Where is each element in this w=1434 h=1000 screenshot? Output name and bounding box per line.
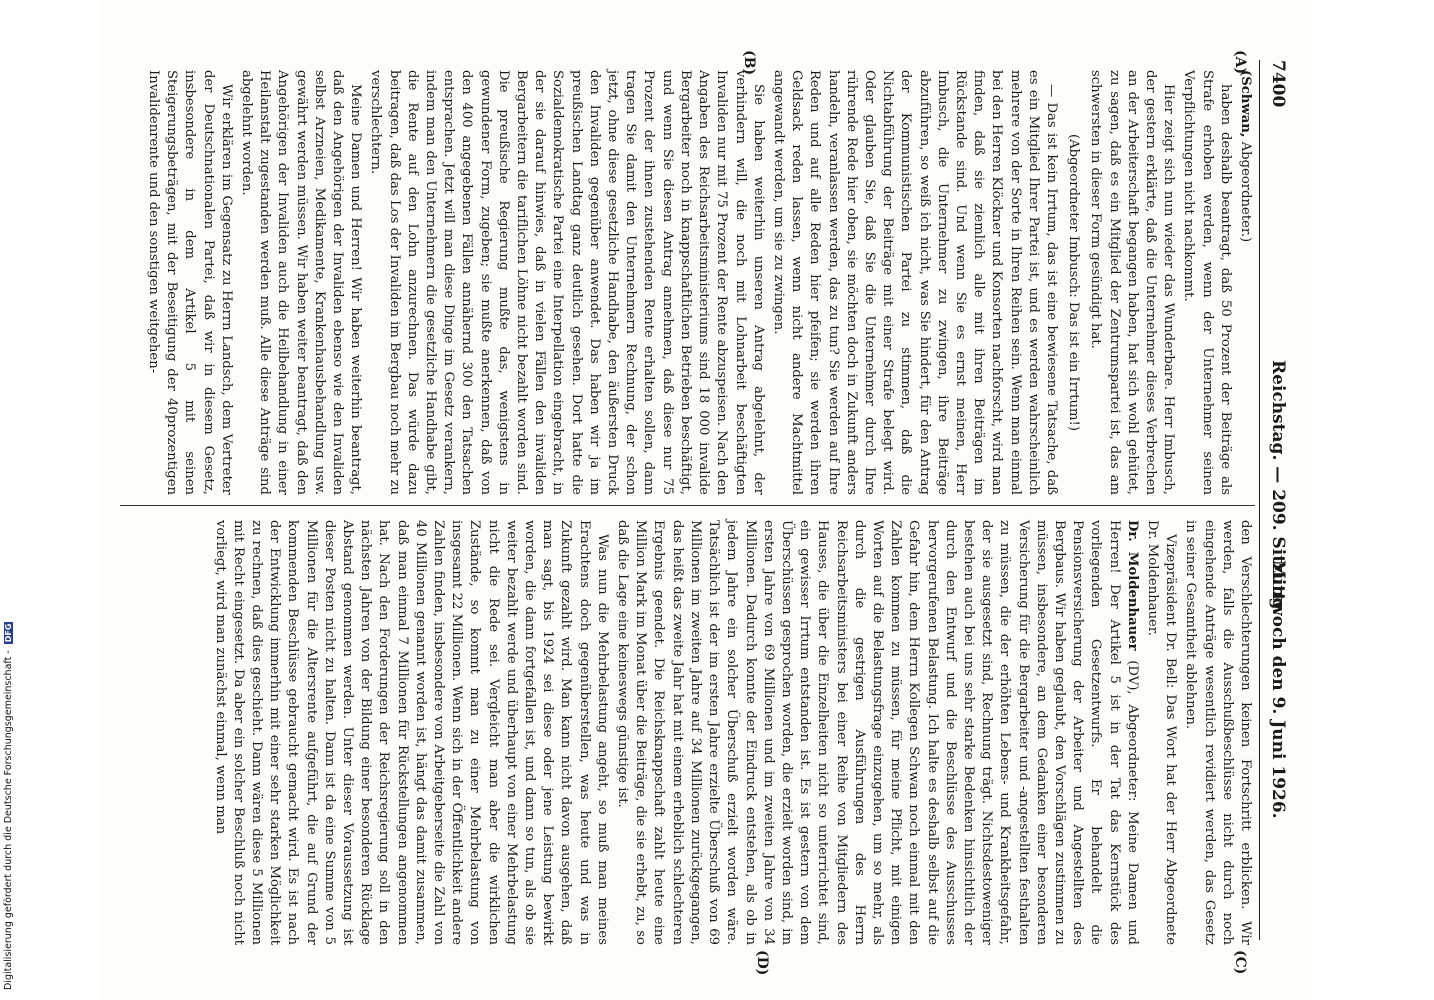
- speaker-name: (Schwan,: [1238, 70, 1253, 138]
- digitization-credit: [3, 622, 14, 990]
- speaker-text: Abgeordneter.): [1238, 137, 1253, 243]
- session-title: Reichstag. — 209. Sitzung.: [1268, 360, 1288, 616]
- paragraph: Hier zeigt sich nun wieder das Wunderbare. Herr Imbusch, der gestern erklärte, daß die Unternehmer dieses Verbrechen an der Arbeiterschaft begangen haben, hat sich wohl gehütet, zu sagen, daß es ein Mitglied der Zentrumspartei ist, das am schwersten in dieser Form gesündigt hat.: [1088, 70, 1177, 495]
- speaker-text: (DV), Abgeordneter: Meine Damen und Herren! Der Artikel 5 ist in der Tat das Kernstück des vorliegenden Gesetzentwurfs. Er behandelt die Pensionsversicherung der Arbeiter und Angestellten des Bergbaus. Wir haben geglaubt, den Vorschlägen zustimmen zu müssen, insbesondere, an dem Gedanken einer besonderen Versicherung für die Bergarbeiter und -angestellten festhalten zu müssen, die der erhöhten Lebens- und Krankheitsgefahr, der sie ausgesetzt sind, Rechnung trägt. Nichtsdestoweniger bestehen auch bei uns sehr starke Bedenken hinsichtlich der durch den Entwurf und die Beschlüsse des Ausschusses hervorgerufenen Belastung. Ich halte es deshalb selbst auf die Gefahr hin, dem Herrn Kollegen Schwan noch einmal mit den Zahlen kommen zu müssen, für meine Pflicht, mit einigen Worten auf die Belastungsfrage einzugehen, um so mehr, als durch die gestrigen Ausführungen des Herrn Reichsarbeitsministers bei einer Reihe von Mitgliedern des Hauses, die über die Einzelheiten nicht so unterrichtet sind, ein gewisser Irrtum entstanden ist. Es ist gestern von dem Überschüssen gesprochen worden, die erzielt worden sind, im ersten Jahre von 69 Millionen und im zweiten Jahre von 34 Millionen. Dadurch konnte der Eindruck entstehen, als ob in jedem Jahre ein solcher Überschuß erzielt worden wäre. Tatsächlich ist der im ersten Jahre erzielte Überschuß von 69 Millionen im zweiten Jahre auf 34 Millionen zurückgegangen, das heißt das zweite Jahr hat mit einem erheblich schlechteren Ergebnis geendet. Die Reichsknappschaft zahlt heute eine Million Mark im Monat über die Beiträge, die sie erhebt, zu, so daß die Lage eine keineswegs günstige ist.: [615, 520, 1140, 945]
- header-rule: [1259, 60, 1260, 940]
- margin-mark-b: (B): [741, 50, 757, 76]
- scanned-page: [100, 0, 1310, 1000]
- page-header: [1264, 60, 1292, 930]
- digitization-credit-strip: [0, 0, 16, 1000]
- paragraph: Sie haben weiterhin unseren Antrag abgelehnt, der verhindern will, die noch mit Lohnarbeit beschäftigten Invaliden nur mit 75 Prozent der Rente abzuspeisen. Nach den Angaben des Reichsarbeitsministeriums sind 18 000 invalide Bergarbeiter noch in knappschaftlichen Betrieben beschäftigt, und wenn Sie diesen Antrag annehmen, daß diese nur 75 Prozent der ihnen zustehenden Rente erhalten sollen, dann tragen Sie damit den Unternehmern Rechnung, der schon jetzt, ohne diese gesetzliche Handhabe, den äußersten Druck den Invaliden gegenüber anwendet. Das haben wir ja im preußischen Landtag ganz deutlich gesehen. Dort hatte die Sozialdemokratische Partei eine Interpellation eingebracht, in der sie darauf hinwies, daß in vielen Fällen den invaliden Bergarbeitern die tariflichen Löhne nicht bezahlt worden sind. Die preußische Regierung mußte das, wenigstens in gewundener Form, zugeben; sie mußte anerkennen, daß von den 400 angegebenen Fällen annähernd 300 den Tatsachen entsprachen. Jetzt will man diese Dinge im Gesetz verankern, indem man den Unternehmern die gesetzliche Handhabe gibt, die Rente auf den Lohn anzurechnen. Das würde dazu beitragen, daß das Los der Invaliden im Bergbau noch mehr zu verschlechtern.: [368, 70, 766, 495]
- left-column: [142, 70, 1254, 495]
- margin-mark-d: (D): [754, 950, 770, 976]
- paragraph: den Verschlechterungen keinen Fortschritt erblicken. Wir werden, falls die Ausschußbeschlüsse nicht durch noch eingehende Anträge wesentlich revidiert werden, das Gesetz in seiner Gesamtheit ablehnen.: [1183, 520, 1253, 945]
- paragraph: — Das ist kein Irrtum, das ist eine bewiesene Tatsache, daß es ein Mitglied Ihrer Partei ist, und es werden wahrscheinlich mehrere von der Sorte in Ihren Reihen sein. Wenn man einmal bei den Herren Klöckner und Konsorten nachforscht, wird man finden, daß sie ziemlich alle mit ihren Beiträgen im Rückstande sind. Und wenn Sie es ernst meinen, Herr Imbusch, die Unternehmer zu zwingen, ihre Beiträge abzuführen, so weiß ich nicht, was Sie hindert, für den Antrag der Kommunistischen Partei zu stimmen, daß die Nichtabführung der Beiträge mit einer Strafe belegt wird. Oder glauben Sie, daß Sie die Unternehmer durch Ihre rührende Rede hier oben, sie möchten doch in Zukunft anders handeln, veranlassen werden, das zu tun? Sie werden auf Ihre Reden und auf alle Reden hier pfeifen; sie werden ihren Geldsack reden lassen, wenn nicht andere Machtmittel angewandt werden, um sie zu zwingen.: [770, 70, 1059, 495]
- right-column: [208, 520, 1254, 945]
- speaker-paragraph: [1236, 70, 1254, 495]
- paragraph: Was nun die Mehrbelastung angeht, so muß man meines Erachtens doch gegenüberstellen, was heute und was in Zukunft gezahlt wird. Man kann nicht davon ausgehen, daß man sagt, bis 1924 sei diese oder jene Leistung bewirkt worden, die dann fortgefallen ist, und dann so tun, als ob sie weiter bezahlt werde und überhaupt von einer Mehrbelastung nicht die Rede sei. Vergleicht man aber die wirklichen Zustände, so kommt man zu einer Mehrbelastung von insgesamt 22 Millionen. Wenn sich in der Öffentlichkeit andere Zahlen finden, insbesondere von Arbeitgeberseite die Zahl von 40 Millionen genannt worden ist, hängt das damit zusammen, daß man einmal 7 Millionen für Rückstellungen angenommen hat. Nach den Forderungen der Reichsregierung soll in den nächsten Jahren von der Bildung einer besonderen Rücklage Abstand genommen werden. Unter dieser Voraussetzung ist dieser Posten nicht zu halten. Dann ist da eine Summe von 5 Millionen für die Altersrente aufgeführt, die auf Grund der kommenden Beschlüsse gebraucht gemacht wird. Es ist nach der Entwicklung immerhin mit einer sehr starken Möglichkeit zu rechnen, daß dies geschieht. Dann wären diese 5 Millionen mit Recht eingesetzt. Da aber ein solcher Beschluß noch nicht vorliegt, wird man zunächst einmal, wenn man: [212, 520, 610, 945]
- paragraph: Vizepräsident Dr. Bell: Das Wort hat der Herr Abgeordnete Dr. Moldenhauer.: [1144, 520, 1179, 945]
- margin-mark-c: (C): [1232, 950, 1248, 975]
- speaker-paragraph: [613, 520, 1141, 945]
- paragraph: Meine Damen und Herren! Wir haben weiterhin beantragt, daß den Angehörigen der Invaliden ebenso wie den Invaliden selbst Arzneien, Medikamente, Krankenhausbehandlung usw. gewährt werden müssen. Wir haben weiter beantragt, daß den Angehörigen der Invaliden auch die Heilbehandlung in einer Heilanstalt zugestanden werden muß. Alle diese Anträge sind abgelehnt worden.: [239, 70, 364, 495]
- page-number: 7400: [1268, 60, 1288, 108]
- rotated-page-container: [100, 0, 1310, 1000]
- credit-text: Digitalisierung gefördert durch die Deutsche Forschungsgemeinschaft -: [3, 650, 14, 990]
- paragraph: haben deshalb beantragt, daß 50 Prozent der Beiträge als Strafe erhoben werden, wenn der Unternehmer seinen Verpflichtungen nicht nachkommt.: [1181, 70, 1233, 495]
- paragraph: Wir erklären im Gegensatz zu Herrn Landsch, dem Vertreter der Deutschnationalen Partei, daß wir in diesem Gesetz, insbesondere in dem Artikel 5 mit seinen Steigerungsbeträgen, mit der Beseitigung der 40prozentigen Invalidenrente und den sonstigen weitgehen-: [146, 70, 234, 495]
- column-divider: [120, 505, 1255, 506]
- speaker-name: Dr. Moldenhauer: [1124, 520, 1140, 651]
- session-date: Mittwoch den 9. Juni 1926.: [1268, 560, 1288, 819]
- margin-mark-a: (A): [1232, 50, 1248, 75]
- interjection: (Abgeordneter Imbusch: Das ist ein Irrtum!): [1066, 133, 1082, 431]
- dfg-logo: DFG: [4, 623, 13, 643]
